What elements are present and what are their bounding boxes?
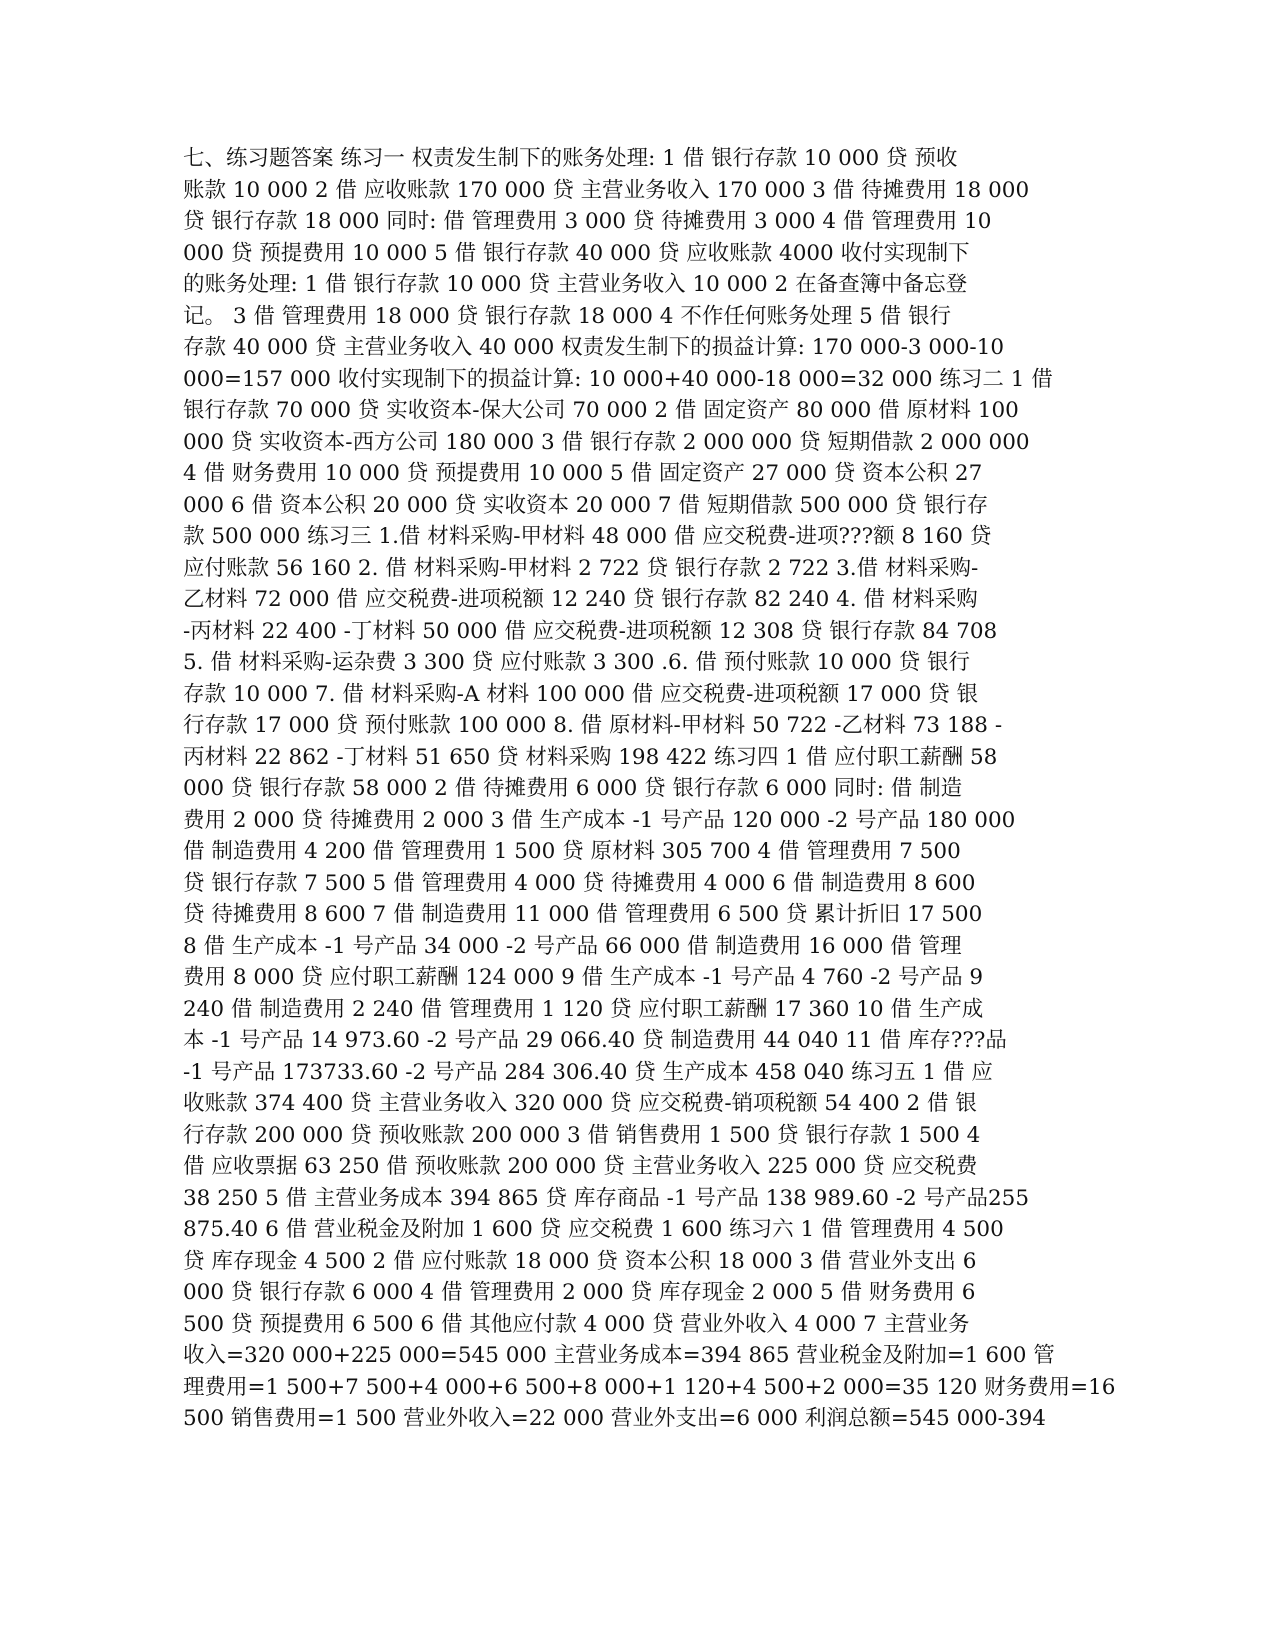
text-line: 存款 10 000 7. 借 材料采购-A 材料 100 000 借 应交税费-进项税额 17 000 贷 银 <box>183 681 979 707</box>
text-line: 记。 3 借 管理费用 18 000 贷 银行存款 18 000 4 不作任何账务处理 5 借 银行 <box>183 303 952 329</box>
text-line: 收入=320 000+225 000=545 000 主营业务成本=394 865 营业税金及附加=1 600 管 <box>183 1343 1055 1368</box>
text-line: -1 号产品 173733.60 -2 号产品 284 306.40 贷 生产成本 458 040 练习五 1 借 应 <box>183 1059 993 1085</box>
text-line: -丙材料 22 400 -丁材料 50 000 借 应交税费-进项税额 12 308 贷 银行存款 84 708 <box>183 618 998 644</box>
text-line: 500 销售费用=1 500 营业外收入=22 000 营业外支出=6 000 利润总额=545 000-394 <box>183 1406 1046 1431</box>
text-line: 理费用=1 500+7 500+4 000+6 500+8 000+1 120+4 500+2 000=35 120 财务费用=16 <box>183 1374 1116 1400</box>
text-line: 丙材料 22 862 -丁材料 51 650 贷 材料采购 198 422 练习四 1 借 应付职工薪酬 58 <box>183 744 998 770</box>
text-line: 240 借 制造费用 2 240 借 管理费用 1 120 贷 应付职工薪酬 17 360 10 借 生产成 <box>183 996 984 1022</box>
text-line: 贷 待摊费用 8 600 7 借 制造费用 11 000 借 管理费用 6 500 贷 累计折旧 17 500 <box>183 902 983 927</box>
text-line: 费用 2 000 贷 待摊费用 2 000 3 借 生产成本 -1 号产品 120 000 -2 号产品 180 000 <box>183 807 1016 833</box>
text-line: 借 应收票据 63 250 借 预收账款 200 000 贷 主营业务收入 225 000 贷 应交税费 <box>183 1154 978 1179</box>
text-line: 000=157 000 收付实现制下的损益计算: 10 000+40 000-18 000=32 000 练习二 1 借 <box>183 366 1053 392</box>
text-line: 875.40 6 借 营业税金及附加 1 600 贷 应交税费 1 600 练习六 1 借 管理费用 4 500 <box>183 1217 1004 1242</box>
text-line: 000 贷 银行存款 6 000 4 借 管理费用 2 000 贷 库存现金 2 000 5 借 财务费用 6 <box>183 1280 976 1305</box>
text-line: 8 借 生产成本 -1 号产品 34 000 -2 号产品 66 000 借 制造费用 16 000 借 管理 <box>183 933 962 959</box>
text-line: 000 贷 银行存款 58 000 2 借 待摊费用 6 000 贷 银行存款 6 000 同时: 借 制造 <box>183 776 963 801</box>
text-line: 5. 借 材料采购-运杂费 3 300 贷 应付账款 3 300 .6. 借 预付账款 10 000 贷 银行 <box>183 650 970 675</box>
text-line: 款 500 000 练习三 1.借 材料采购-甲材料 48 000 借 应交税费-进项???额 8 160 贷 <box>183 524 992 549</box>
text-line: 行存款 17 000 贷 预付账款 100 000 8. 借 原材料-甲材料 50 722 -乙材料 73 188 - <box>183 713 1003 738</box>
text-line: 费用 8 000 贷 应付职工薪酬 124 000 9 借 生产成本 -1 号产品 4 760 -2 号产品 9 <box>183 965 984 990</box>
text-line: 银行存款 70 000 贷 实收资本-保大公司 70 000 2 借 固定资产 80 000 借 原材料 100 <box>183 398 1019 423</box>
text-line: 账款 10 000 2 借 应收账款 170 000 贷 主营业务收入 170 000 3 借 待摊费用 18 000 <box>183 177 1030 203</box>
text-line: 借 制造费用 4 200 借 管理费用 1 500 贷 原材料 305 700 4 借 管理费用 7 500 <box>183 839 961 864</box>
text-line: 贷 银行存款 7 500 5 借 管理费用 4 000 贷 待摊费用 4 000 6 借 制造费用 8 600 <box>183 870 976 896</box>
text-line: 38 250 5 借 主营业务成本 394 865 贷 库存商品 -1 号产品 138 989.60 -2 号产品255 <box>183 1185 1030 1211</box>
text-line: 000 贷 实收资本-西方公司 180 000 3 借 银行存款 2 000 000 贷 短期借款 2 000 000 <box>183 429 1030 455</box>
text-line: 500 贷 预提费用 6 500 6 借 其他应付款 4 000 贷 营业外收入 4 000 7 主营业务 <box>183 1311 970 1337</box>
text-line: 本 -1 号产品 14 973.60 -2 号产品 29 066.40 贷 制造费用 44 040 11 借 库存???品 <box>183 1028 1007 1053</box>
text-line: 的账务处理: 1 借 银行存款 10 000 贷 主营业务收入 10 000 2 在备查簿中备忘登 <box>183 272 968 297</box>
text-line: 000 贷 预提费用 10 000 5 借 银行存款 40 000 贷 应收账款 4000 收付实现制下 <box>183 240 970 266</box>
text-line: 应付账款 56 160 2. 借 材料采购-甲材料 2 722 贷 银行存款 2 722 3.借 材料采购- <box>183 555 979 581</box>
text-line: 4 借 财务费用 10 000 贷 预提费用 10 000 5 借 固定资产 27 000 贷 资本公积 27 <box>183 461 983 486</box>
text-line: 贷 库存现金 4 500 2 借 应付账款 18 000 贷 资本公积 18 000 3 借 营业外支出 6 <box>183 1248 977 1274</box>
text-line: 收账款 374 400 贷 主营业务收入 320 000 贷 应交税费-销项税额 54 400 2 借 银 <box>183 1091 977 1116</box>
text-line: 行存款 200 000 贷 预收账款 200 000 3 借 销售费用 1 500 贷 银行存款 1 500 4 <box>183 1122 981 1148</box>
text-line: 贷 银行存款 18 000 同时: 借 管理费用 3 000 贷 待摊费用 3 000 4 借 管理费用 10 <box>183 209 992 234</box>
text-line: 七、练习题答案 练习一 权责发生制下的账务处理: 1 借 银行存款 10 000 贷 预收 <box>183 146 958 171</box>
text-line: 存款 40 000 贷 主营业务收入 40 000 权责发生制下的损益计算: 170 000-3 000-10 <box>183 335 1005 360</box>
text-line: 乙材料 72 000 借 应交税费-进项税额 12 240 贷 银行存款 82 240 4. 借 材料采购 <box>183 587 978 612</box>
answer-text-block <box>183 143 1116 1435</box>
text-line: 000 6 借 资本公积 20 000 贷 实收资本 20 000 7 借 短期借款 500 000 贷 银行存 <box>183 492 989 518</box>
